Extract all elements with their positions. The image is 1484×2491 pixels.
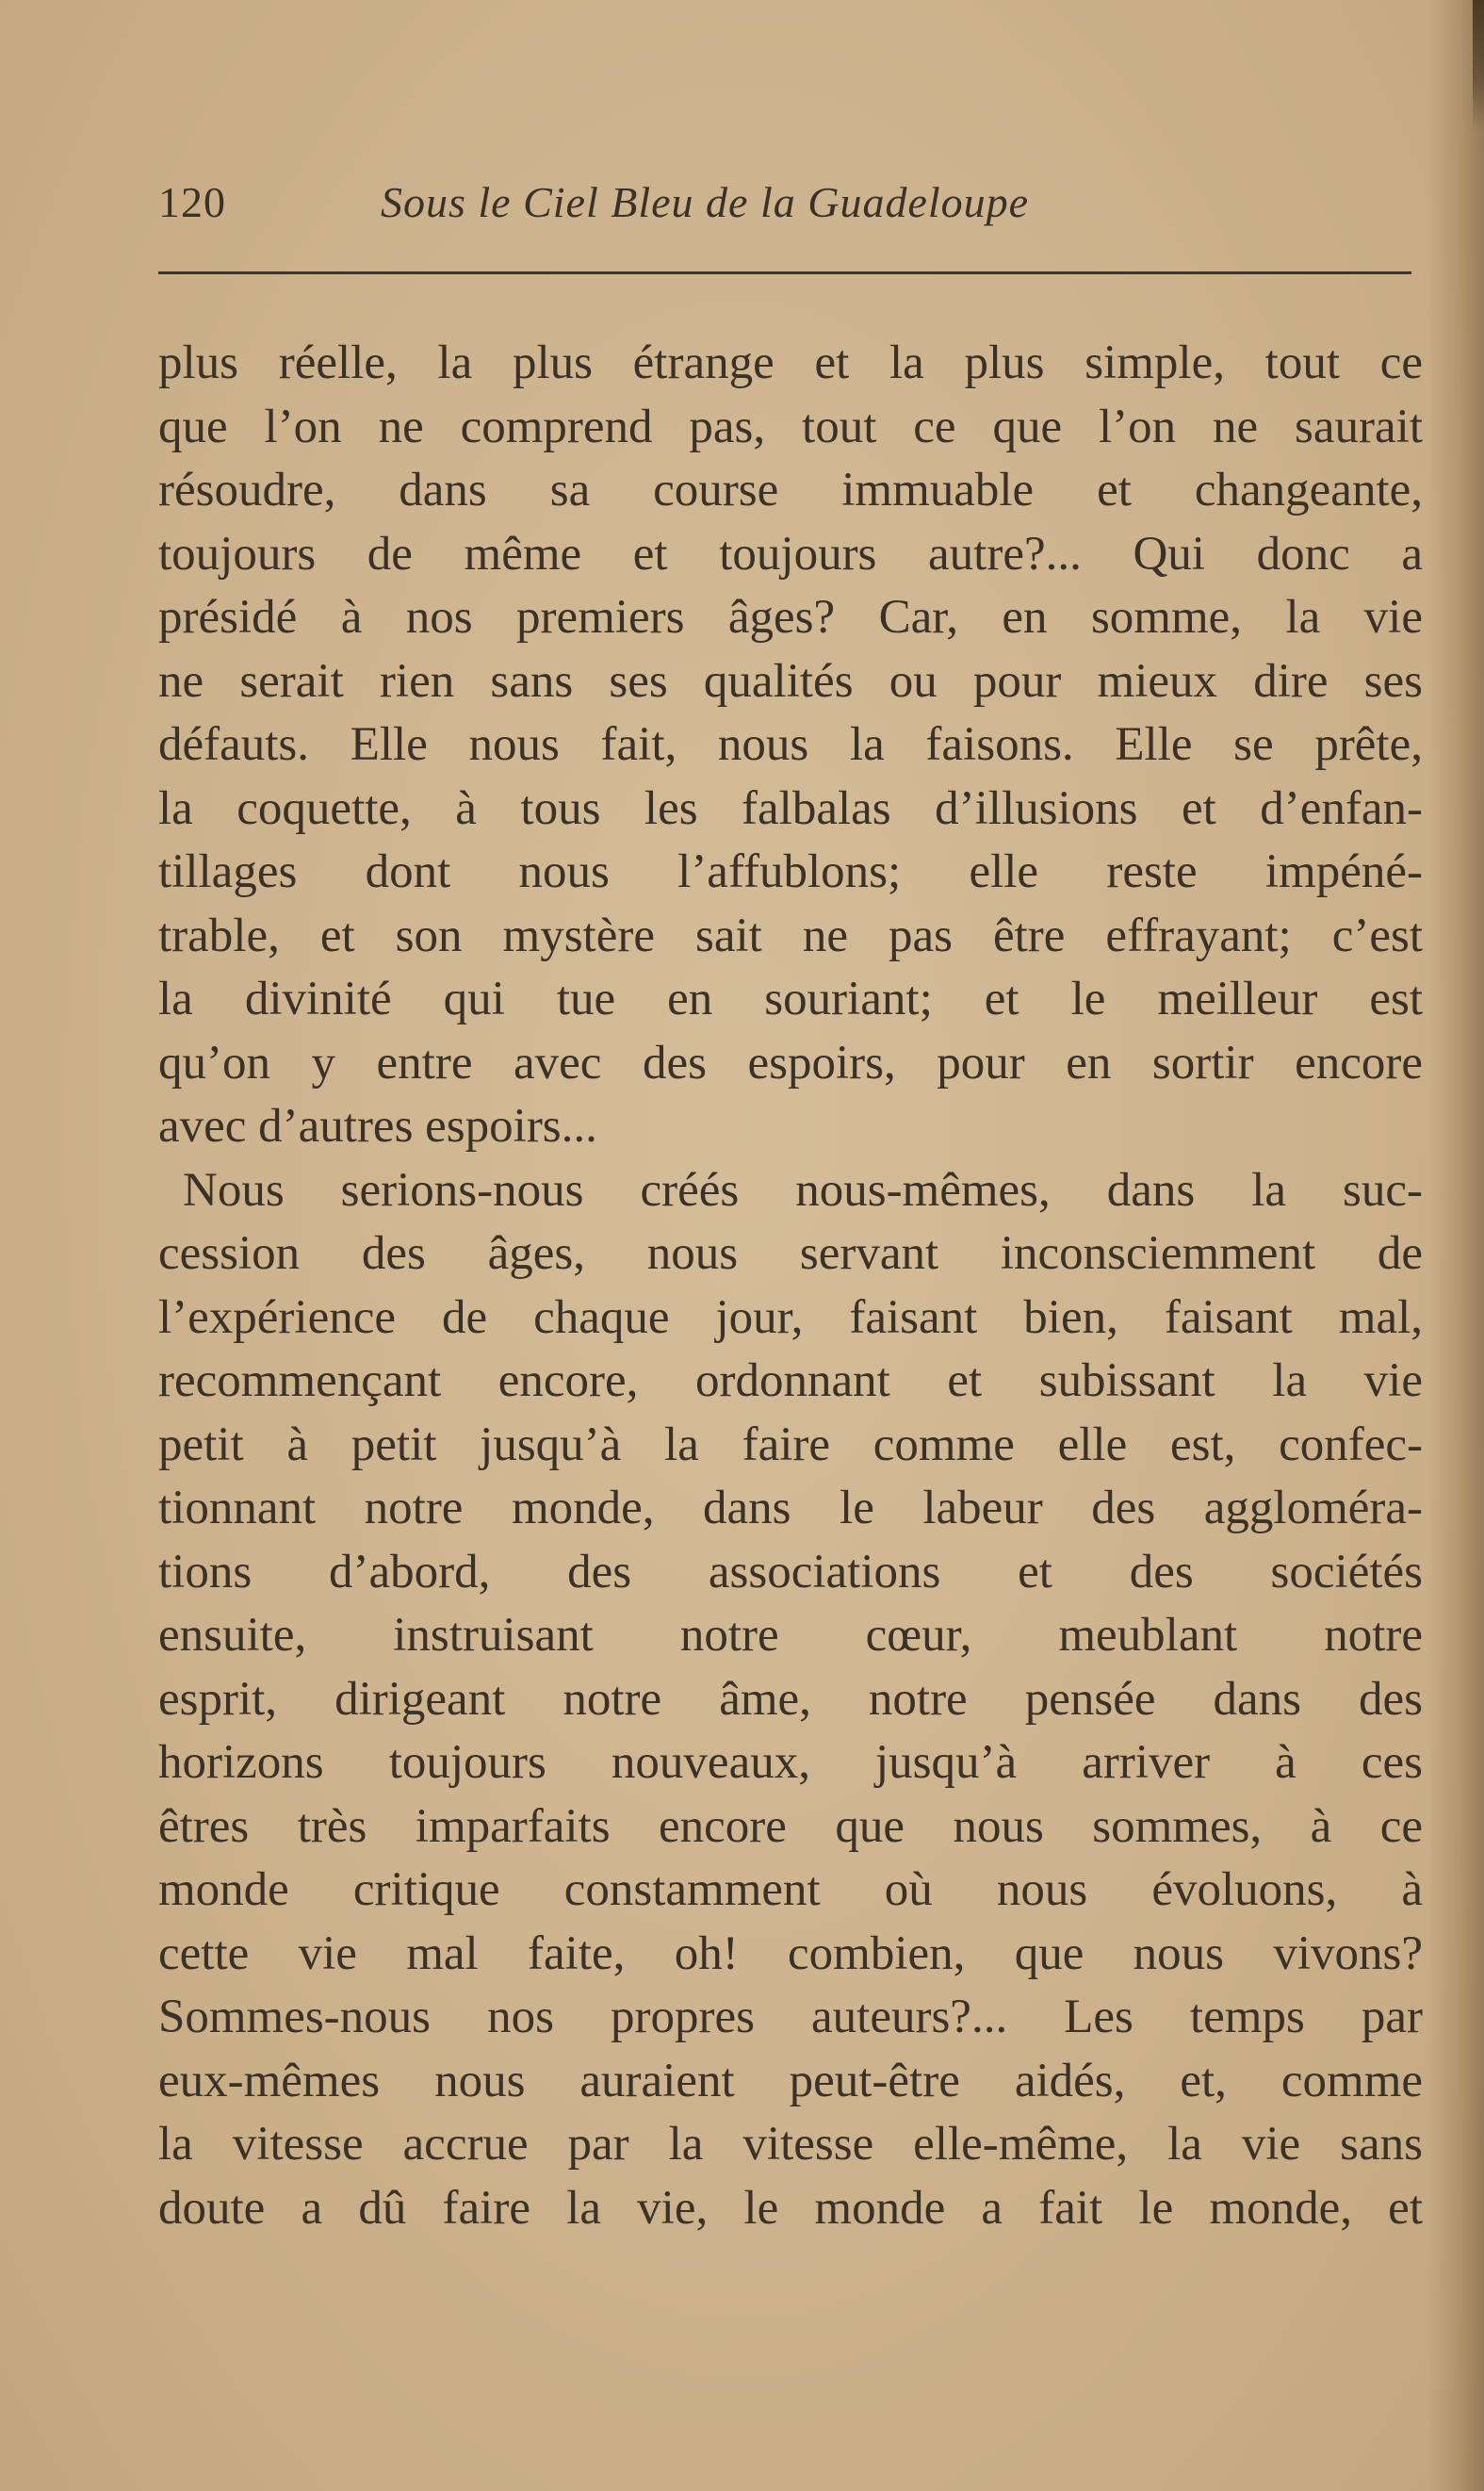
text-line: êtres très imparfaits encore que nous sommes, à ce	[158, 1799, 1423, 1853]
text-line: l’expérience de chaque jour, faisant bien, faisant mal,	[158, 1290, 1423, 1344]
page-edge-stain	[1473, 0, 1484, 132]
text-line: la divinité qui tue en souriant; et le meilleur est	[158, 973, 1423, 1025]
body-text	[158, 332, 1423, 2240]
text-line: ensuite, instruisant notre cœur, meublant notre	[158, 1609, 1423, 1662]
text-line: Nous serions-nous créés nous-mêmes, dans la suc-	[183, 1163, 1423, 1217]
running-title: Sous le Ciel Bleu de la Guadeloupe	[381, 178, 1030, 226]
text-line: la vitesse accrue par la vitesse elle-même, la vie sans	[158, 2118, 1423, 2171]
header-rule	[158, 271, 1411, 274]
text-line: la coquette, à tous les falbalas d’illusions et d’enfan-	[158, 781, 1423, 835]
text-line: cette vie mal faite, oh! combien, que nous vivons?	[158, 1926, 1423, 1980]
text-line: tillages dont nous l’affublons; elle reste impéné-	[158, 845, 1423, 898]
page-edge-shadow	[1427, 0, 1484, 2491]
text-line: eux-mêmes nous auraient peut-être aidés, et, comme	[158, 2054, 1423, 2107]
text-line: qu’on y entre avec des espoirs, pour en sortir encore	[158, 1036, 1423, 1090]
text-line: que l’on ne comprend pas, tout ce que l’on ne saurait	[158, 400, 1423, 453]
text-line: défauts. Elle nous fait, nous la faisons. Elle se prête,	[158, 718, 1423, 771]
text-line: toujours de même et toujours autre?... Qui donc a	[158, 527, 1423, 581]
text-line: petit à petit jusqu’à la faire comme elle est, confec-	[158, 1418, 1423, 1471]
paragraph-2	[158, 1159, 1423, 2241]
text-line: tions d’abord, des associations et des sociétés	[158, 1545, 1423, 1598]
paragraph-1	[158, 332, 1423, 1159]
text-line: tionnant notre monde, dans le labeur des aggloméra-	[158, 1482, 1423, 1534]
text-line: présidé à nos premiers âges? Car, en somme, la vie	[158, 591, 1423, 644]
text-line: doute a dû faire la vie, le monde a fait le monde, et	[158, 2181, 1423, 2235]
text-line: recommençant encore, ordonnant et subissant la vie	[158, 1354, 1423, 1407]
page-number: 120	[158, 178, 226, 226]
text-line: avec d’autres espoirs...	[158, 1100, 597, 1153]
text-line: monde critique constamment où nous évoluons, à	[158, 1863, 1423, 1916]
text-line: plus réelle, la plus étrange et la plus simple, tout ce	[158, 336, 1423, 389]
text-line: Sommes-nous nos propres auteurs?... Les temps par	[158, 1991, 1423, 2043]
text-line: esprit, dirigeant notre âme, notre pensée dans des	[158, 1672, 1423, 1726]
running-header	[158, 168, 1411, 243]
text-line: trable, et son mystère sait ne pas être effrayant; c’est	[158, 909, 1423, 962]
text-line: ne serait rien sans ses qualités ou pour mieux dire ses	[158, 654, 1423, 708]
text-line: résoudre, dans sa course immuable et changeante,	[158, 464, 1423, 516]
text-line: horizons toujours nouveaux, jusqu’à arriver à ces	[158, 1736, 1423, 1789]
text-line: cession des âges, nous servant inconsciemment de	[158, 1227, 1423, 1280]
